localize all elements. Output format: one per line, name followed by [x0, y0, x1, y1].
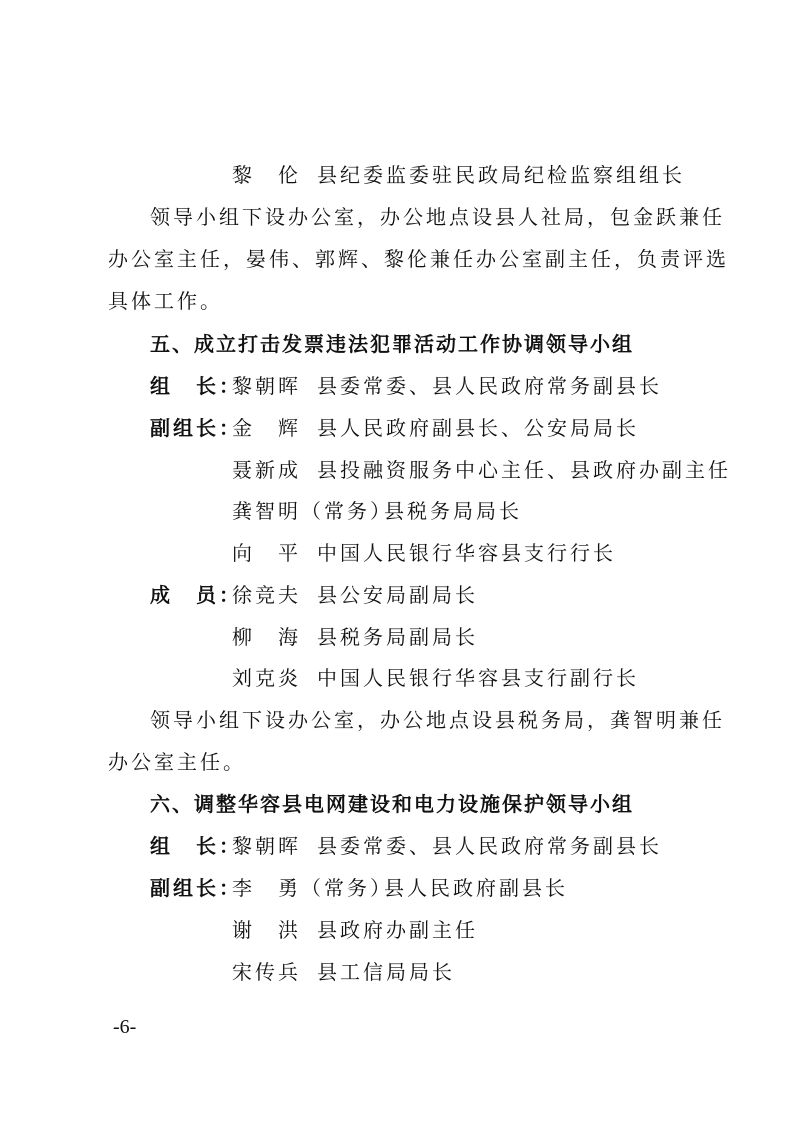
member-name: 黎 伦 — [232, 163, 301, 187]
member-title: 县委常委、县人民政府常务副县长 — [317, 374, 662, 398]
member-title: 县人民政府副县长、公安局局长 — [317, 416, 639, 440]
member-title: 县人民政府副县长 — [384, 876, 568, 900]
section-heading: 五、成立打击发票违法犯罪活动工作协调领导小组 — [150, 332, 634, 356]
paragraph-line: 办公室主任，晏伟、郭辉、黎伦兼任办公室副主任，负责评选 — [108, 247, 729, 271]
paragraph-line: 办公室主任。 — [108, 750, 246, 774]
paragraph-line: 领导小组下设办公室，办公地点设县税务局，龚智明兼任 — [150, 708, 725, 732]
member-name: 金 辉 — [232, 416, 301, 440]
member-name: 李 勇（常务） — [232, 876, 393, 900]
member-name: 宋传兵 — [232, 960, 301, 984]
page-number: -6- — [113, 1016, 137, 1038]
role-label: 组 长： — [150, 834, 242, 858]
member-title: 中国人民银行华容县支行行长 — [317, 541, 616, 565]
role-label: 副组长： — [150, 876, 242, 900]
member-title: 县公安局副局长 — [317, 583, 478, 607]
member-name: 聂新成 — [232, 458, 301, 482]
paragraph-line: 领导小组下设办公室，办公地点设县人社局，包金跃兼任 — [150, 205, 725, 229]
role-label: 副组长： — [150, 416, 242, 440]
member-name: 徐竞夫 — [232, 583, 301, 607]
member-title: 县纪委监委驻民政局纪检监察组组长 — [317, 163, 685, 187]
member-name: 龚智明（常务） — [232, 499, 393, 523]
member-title: 县政府办副主任 — [317, 918, 478, 942]
role-label: 成 员： — [150, 583, 242, 607]
member-name: 黎朝晖 — [232, 834, 301, 858]
member-title: 县委常委、县人民政府常务副县长 — [317, 834, 662, 858]
section-heading: 六、调整华容县电网建设和电力设施保护领导小组 — [150, 792, 634, 816]
role-label: 组 长： — [150, 374, 242, 398]
member-title: 县工信局局长 — [317, 960, 455, 984]
member-name: 黎朝晖 — [232, 374, 301, 398]
member-name: 向 平 — [232, 541, 301, 565]
member-name: 谢 洪 — [232, 918, 301, 942]
member-title: 县投融资服务中心主任、县政府办副主任 — [317, 458, 731, 482]
member-name: 刘克炎 — [232, 666, 301, 690]
member-title: 县税务局副局长 — [317, 625, 478, 649]
member-title: 中国人民银行华容县支行副行长 — [317, 666, 639, 690]
member-title: 县税务局局长 — [384, 499, 522, 523]
member-name: 柳 海 — [232, 625, 301, 649]
paragraph-line: 具体工作。 — [108, 289, 223, 313]
